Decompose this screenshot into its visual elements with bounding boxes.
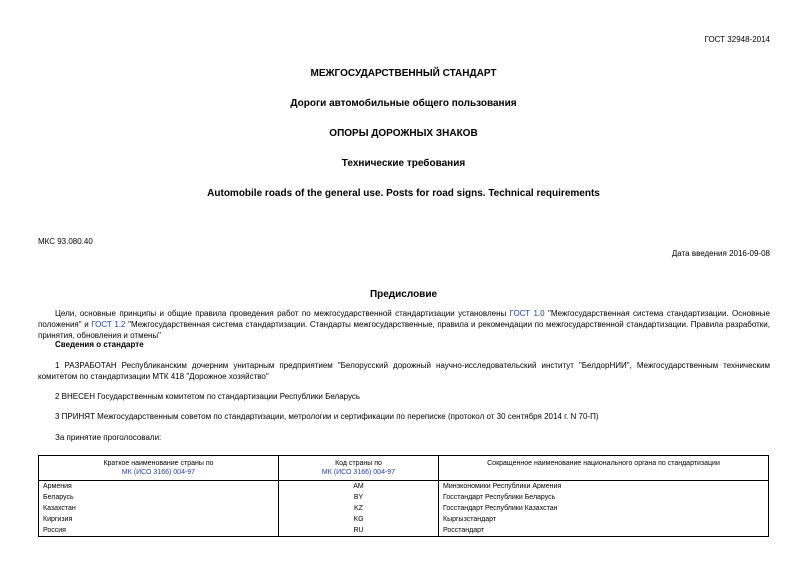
table-row [39,525,769,537]
standards-body-cell: Госстандарт Республики Беларусь [439,492,769,503]
standard-type-title: МЕЖГОСУДАРСТВЕННЫЙ СТАНДАРТ [310,68,497,79]
table-row [39,503,769,514]
item-adopted: 3 ПРИНЯТ Межгосударственным советом по стандартизации, метрологии и сертификации по переписке (протокол от 30 сентября 2014 г. N 70-П) [55,412,599,421]
standards-body-cell: Росстандарт [439,525,769,537]
standards-body-cell: Госстандарт Республики Казахстан [439,503,769,514]
header-country-name [39,456,279,481]
header-country-code-line1: Код страны по [335,460,382,467]
voting-countries-table [38,455,769,537]
country-name-cell: Беларусь [39,492,279,503]
document-number: ГОСТ 32948-2014 [704,35,770,44]
standards-body-cell: Кыргызстандарт [439,514,769,525]
country-name-cell: Киргизия [39,514,279,525]
mks-code: МКС 93.080.40 [38,237,93,246]
english-title: Automobile roads of the general use. Posts for road signs. Technical requirements [207,188,600,199]
header-country-name-line1: Краткое наименование страны по [103,460,214,467]
table-row [39,492,769,503]
country-code-cell: KZ [279,503,439,514]
table-row [39,481,769,493]
preface-text-a: Цели, основные принципы и общие правила проведения работ по межгосударственной стандартизации установлены [55,309,510,318]
gost-1-2-link[interactable]: ГОСТ 1.2 [91,320,126,329]
standard-subject-title: Дороги автомобильные общего пользования [290,98,517,109]
standards-body-cell: Минэкономики Республики Армения [439,481,769,493]
table-row [39,514,769,525]
item-submitted: 2 ВНЕСЕН Государственным комитетом по стандартизации Республики Беларусь [55,392,361,401]
header-country-code [279,456,439,481]
country-code-cell: AM [279,481,439,493]
voted-label: За принятие проголосовали: [55,433,162,442]
preface-text-b: "Межгосударственная система стандартизации. Основные положения" и [38,309,770,329]
gost-1-0-link[interactable]: ГОСТ 1.0 [509,309,545,318]
country-name-cell: Казахстан [39,503,279,514]
item-developed: 1 РАЗРАБОТАН Республиканским дочерним унитарным предприятием "Белорусский дорожный научно-исследовательский институт "БелдорНИИ", Межгосударственным техническим комитетом по стандартизации МТК 418 "Дорожное хозяйство" [38,361,770,381]
country-name-cell: Россия [39,525,279,537]
country-name-cell: Армения [39,481,279,493]
header-country-name-link[interactable]: МК (ИСО 3166) 004-97 [121,469,196,476]
preface-text-c: "Межгосударственная система стандартизации. Стандарты межгосударственные, правила и рекомендации по межгосударственной стандартизации. Правила разработки, принятия, обновления и отмены" [38,320,770,340]
country-code-cell: RU [279,525,439,537]
country-code-cell: BY [279,492,439,503]
standard-subtitle: Технические требования [341,158,466,169]
header-standards-body [439,456,769,481]
standard-name-title: ОПОРЫ ДОРОЖНЫХ ЗНАКОВ [329,128,478,139]
header-standards-body-line1: Сокращенное наименование национального органа по стандартизации [487,460,720,467]
country-code-cell: KG [279,514,439,525]
intro-date: Дата введения 2016-09-08 [671,249,770,258]
preface-heading: Предисловие [369,289,438,300]
preface-paragraph [38,308,770,341]
table-header-row [39,456,769,481]
about-standard-heading: Сведения о стандарте [55,340,144,349]
header-country-code-link[interactable]: МК (ИСО 3166) 004-97 [321,469,396,476]
